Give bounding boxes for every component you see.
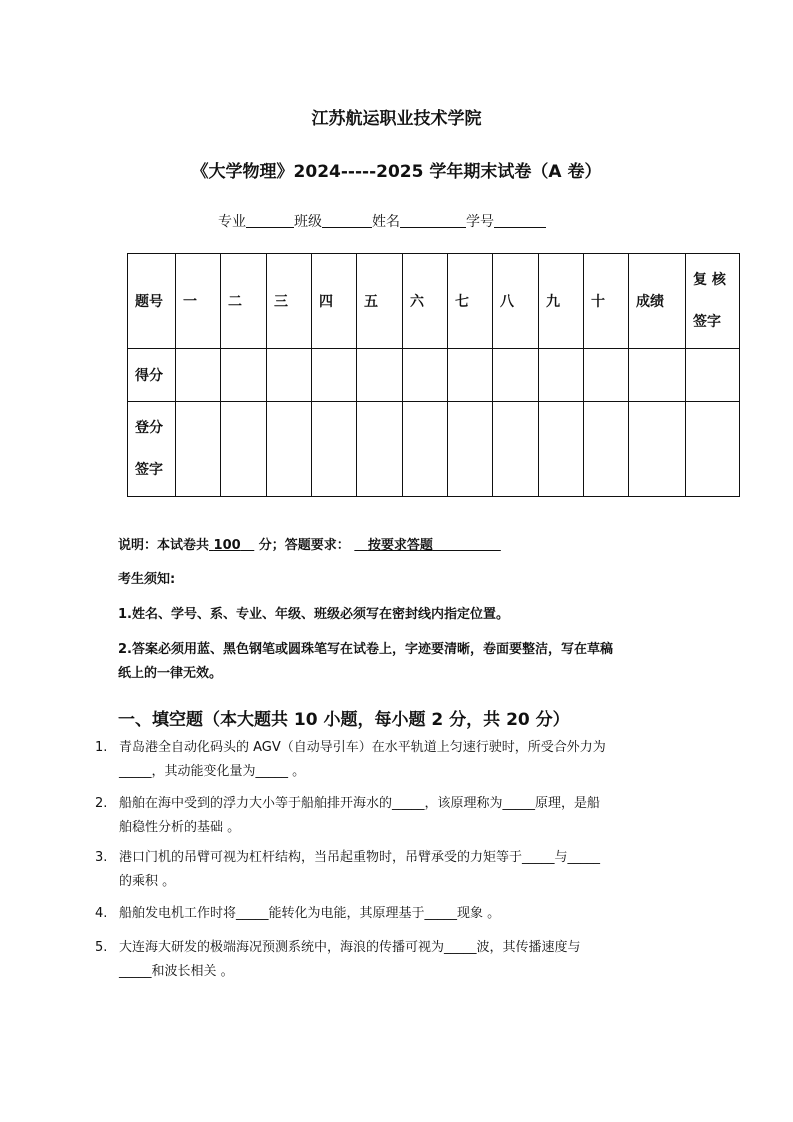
score-cell	[221, 349, 267, 402]
signature-cell	[629, 402, 686, 497]
column-header: 八	[493, 254, 539, 349]
signature-row	[128, 402, 740, 497]
score-cell	[403, 349, 448, 402]
score-row	[128, 349, 740, 402]
column-header-review	[686, 254, 740, 349]
notice-rule-1: 1.姓名、学号、系、专业、年级、班级必须写在密封线内指定位置。	[118, 607, 509, 622]
score-cell	[493, 349, 539, 402]
score-cell	[539, 349, 584, 402]
signature-cell	[267, 402, 312, 497]
question-line: 船舶在海中受到的浮力大小等于船舶排开海水的_____，该原理称为_____原理，是船	[119, 796, 601, 811]
question-line: 的乘积 。	[119, 874, 176, 889]
question-line: 船舶发电机工作时将_____能转化为电能，其原理基于_____现象 。	[119, 906, 501, 921]
row-label-score: 得分	[128, 349, 176, 402]
student-id-label: 学号	[466, 214, 494, 230]
signature-cell	[312, 402, 357, 497]
question-number: 2.	[95, 796, 108, 811]
column-header: 三	[267, 254, 312, 349]
header-row	[128, 254, 740, 349]
question-3	[95, 846, 685, 894]
column-header: 六	[403, 254, 448, 349]
notice-rule-2-line2: 纸上的一律无效。	[118, 666, 223, 681]
question-2	[95, 792, 685, 840]
column-header: 一	[176, 254, 221, 349]
column-header-total: 成绩	[629, 254, 686, 349]
question-number: 4.	[95, 906, 108, 921]
description-middle: 分；答题要求：	[258, 538, 350, 553]
question-line: _____和波长相关 。	[119, 964, 234, 979]
signature-cell	[221, 402, 267, 497]
question-number: 5.	[95, 940, 108, 955]
signature-cell	[448, 402, 493, 497]
question-5	[95, 936, 685, 984]
notice-rule-2-line1: 2.答案必须用蓝、黑色钢笔或圆珠笔写在试卷上，字迹要清晰，卷面要整洁，写在草稿	[118, 642, 613, 657]
question-number: 3.	[95, 850, 108, 865]
column-header: 四	[312, 254, 357, 349]
question-4	[95, 902, 685, 926]
signature-cell	[176, 402, 221, 497]
score-cell	[312, 349, 357, 402]
column-header: 二	[221, 254, 267, 349]
total-score: 100	[213, 538, 241, 553]
signature-cell	[539, 402, 584, 497]
answer-requirement: 按要求答题	[367, 538, 433, 553]
question-line: 青岛港全自动化码头的 AGV（自动导引车）在水平轨道上匀速行驶时，所受合外力为	[119, 740, 606, 755]
question-line: 港口门机的吊臂可视为杠杆结构，当吊起重物时，吊臂承受的力矩等于_____与_____	[119, 850, 601, 865]
major-blank	[246, 213, 294, 228]
review-label-line2: 签字	[693, 314, 721, 330]
row-label-register: 登分	[135, 420, 163, 436]
question-line: 大连海大研发的极端海况预测系统中，海浪的传播可视为_____波，其传播速度与	[119, 940, 581, 955]
class-blank	[322, 213, 372, 228]
name-label: 姓名	[372, 214, 400, 230]
question-line: 舶稳性分析的基础 。	[119, 820, 241, 835]
score-cell	[448, 349, 493, 402]
signature-cell	[403, 402, 448, 497]
row-label-signature	[128, 402, 176, 497]
row-label-question-number: 题号	[128, 254, 176, 349]
question-1	[95, 736, 685, 784]
signature-cell	[584, 402, 629, 497]
major-label: 专业	[218, 214, 246, 230]
row-label-sign: 签字	[135, 462, 163, 478]
question-line: _____，其动能变化量为_____ 。	[119, 764, 306, 779]
score-cell	[267, 349, 312, 402]
student-info-line	[218, 211, 546, 231]
notice-title: 考生须知:	[118, 572, 176, 587]
score-cell	[584, 349, 629, 402]
student-id-blank	[494, 213, 546, 228]
score-cell	[176, 349, 221, 402]
exam-description	[118, 534, 501, 553]
section-title: 一、填空题（本大题共 10 小题，每小题 2 分，共 20 分）	[118, 710, 570, 730]
signature-cell	[686, 402, 740, 497]
column-header: 九	[539, 254, 584, 349]
column-header: 五	[357, 254, 403, 349]
score-cell	[629, 349, 686, 402]
score-cell	[686, 349, 740, 402]
score-table	[127, 253, 740, 497]
school-name: 江苏航运职业技术学院	[311, 109, 482, 129]
signature-cell	[357, 402, 403, 497]
exam-title: 《大学物理》2024-----2025 学年期末试卷（A 卷）	[191, 162, 602, 182]
column-header: 十	[584, 254, 629, 349]
question-number: 1.	[95, 740, 108, 755]
score-cell	[357, 349, 403, 402]
signature-cell	[493, 402, 539, 497]
column-header: 七	[448, 254, 493, 349]
description-prefix: 说明：本试卷共	[118, 538, 210, 553]
review-label-line1: 复 核	[693, 272, 726, 288]
class-label: 班级	[294, 214, 322, 230]
name-blank	[400, 213, 466, 228]
